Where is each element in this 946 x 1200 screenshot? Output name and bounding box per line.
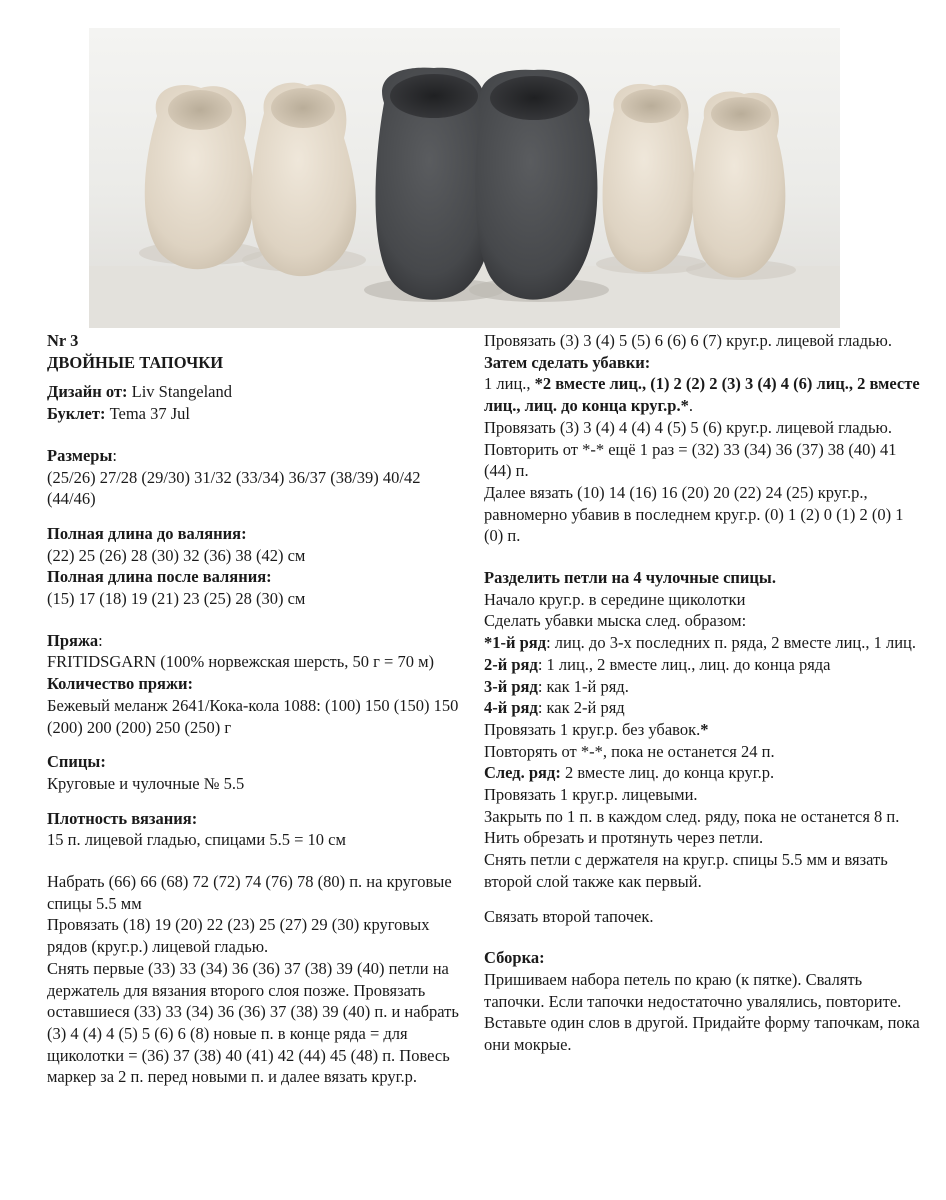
cut-yarn: Нить обрезать и протянуть через петли. [484, 828, 764, 848]
round-start-note: Начало круг.р. в середине щиколотки [484, 589, 746, 609]
knit-rounds-paragraph: Провязать (18) 19 (20) 22 (23) 25 (27) 29 (30) круговых рядов (круг.р.) лицевой гладью. [47, 915, 430, 957]
length-after-value: (15) 17 (18) 19 (21) 23 (25) 28 (30) см [47, 589, 306, 609]
row-4: 4-й ряд: как 2-й ряд [484, 698, 625, 718]
row-1: *1-й ряд: лиц. до 3-х последних п. ряда, 2 вместе лиц., 1 лиц. [484, 633, 916, 653]
assembly-text: Пришиваем набора петель по краю (к пятке). Свалять тапочки. Если тапочки недостаточно увалялись, повторите. Вставьте один слов в другой. Придайте форму тапочкам, пока они мокрые. [484, 969, 920, 1055]
length-before-heading: Полная длина до валяния: [47, 523, 247, 543]
yarn-value: FRITIDSGARN (100% норвежская шерсть, 50 г = 70 м) [47, 652, 435, 672]
assembly-heading: Сборка: [484, 948, 545, 968]
length-before-value: (22) 25 (26) 28 (30) 32 (36) 38 (42) см [47, 545, 306, 565]
second-layer: Снять петли с держателя на круг.р. спицы 5.5 мм и вязать второй слой также как первый. [484, 850, 888, 891]
right-column [484, 330, 924, 1056]
gauge-heading: Плотность вязания: [47, 808, 198, 828]
decrease-instruction: 1 лиц., *2 вместе лиц., (1) 2 (2) 2 (3) 3 (4) 4 (6) лиц., 2 вместе лиц., лиц. до конца круг.р.*. [484, 374, 920, 416]
needles-heading: Спицы: [47, 752, 106, 772]
length-after-heading: Полная длина после валяния: [47, 567, 272, 587]
left-column [47, 330, 467, 1088]
divide-heading: Разделить петли на 4 чулочные спицы. [484, 568, 776, 588]
slippers-photo [89, 28, 840, 328]
booklet-line: Буклет: Tema 37 Jul [47, 404, 190, 424]
holder-paragraph: Снять первые (33) 33 (34) 36 (36) 37 (38) 39 (40) петли на держатель для вязания второго слоя позже. Провязать оставшиеся (33) 33 (34) 36 (36) 37 (38) 39 (40) п. и набрать (3) 4 (4) 4 (5) 5 (6) 6 (8) новые п. в конце ряда = для щиколотки = (36) 37 (38) 40 (41) 42 (44) 45 (48) п. Повесь маркер за 2 п. перед новыми п. и далее вязать круг.р. [47, 958, 459, 1087]
repeat-until: Повторять от *-*, пока не останется 24 п. [484, 741, 775, 761]
second-slipper: Связать второй тапочек. [484, 906, 654, 926]
bind-off: Закрыть по 1 п. в каждом след. ряду, пока не останется 8 п. [484, 806, 900, 826]
slippers-illustration [89, 28, 840, 328]
design-line: Дизайн от: Liv Stangeland [47, 382, 232, 402]
knit-rounds-2: Провязать (3) 3 (4) 5 (5) 6 (6) 6 (7) круг.р. лицевой гладью. [484, 331, 892, 350]
gauge-value: 15 п. лицевой гладью, спицами 5.5 = 10 см [47, 830, 346, 850]
sizes-heading: Размеры: [47, 445, 117, 465]
knit-one-round: Провязать 1 круг.р. лицевыми. [484, 785, 698, 805]
row-3: 3-й ряд: как 1-й ряд. [484, 676, 629, 696]
pattern-title: ДВОЙНЫЕ ТАПОЧКИ [47, 352, 224, 372]
needles-value: Круговые и чулочные № 5.5 [47, 773, 245, 793]
yarn-heading: Пряжа: [47, 630, 103, 650]
continue-instruction: Далее вязать (10) 14 (16) 16 (20) 20 (22) 24 (25) круг.р., равномерно убавив в последнем круг.р. (0) 1 (2) 0 (1) 2 (0) 1 (0) п. [484, 482, 904, 546]
pattern-number: Nr 3 [47, 331, 79, 350]
row-2: 2-й ряд: 1 лиц., 2 вместе лиц., лиц. до конца ряда [484, 654, 831, 674]
knit-rounds-3: Провязать (3) 3 (4) 4 (4) 4 (5) 5 (6) круг.р. лицевой гладью. [484, 417, 892, 437]
next-row: След. ряд: 2 вместе лиц. до конца круг.р. [484, 763, 775, 783]
sizes-value: (25/26) 27/28 (29/30) 31/32 (33/34) 36/37 (38/39) 40/42 (44/46) [47, 467, 421, 509]
plain-round: Провязать 1 круг.р. без убавок.* [484, 719, 709, 739]
repeat-instruction: Повторить от *-* ещё 1 раз = (32) 33 (34) 36 (37) 38 (40) 41 (44) п. [484, 439, 897, 481]
yarn-quantity-value: Бежевый меланж 2641/Кока-кола 1088: (100) 150 (150) 150 (200) 200 (200) 250 (250) г [47, 695, 459, 737]
yarn-quantity-heading: Количество пряжи: [47, 674, 193, 694]
decrease-heading: Затем сделать убавки: [484, 352, 651, 372]
toe-decrease-intro: Сделать убавки мыска след. образом: [484, 611, 747, 631]
cast-on-paragraph: Набрать (66) 66 (68) 72 (72) 74 (76) 78 (80) п. на круговые спицы 5.5 мм [47, 872, 452, 913]
